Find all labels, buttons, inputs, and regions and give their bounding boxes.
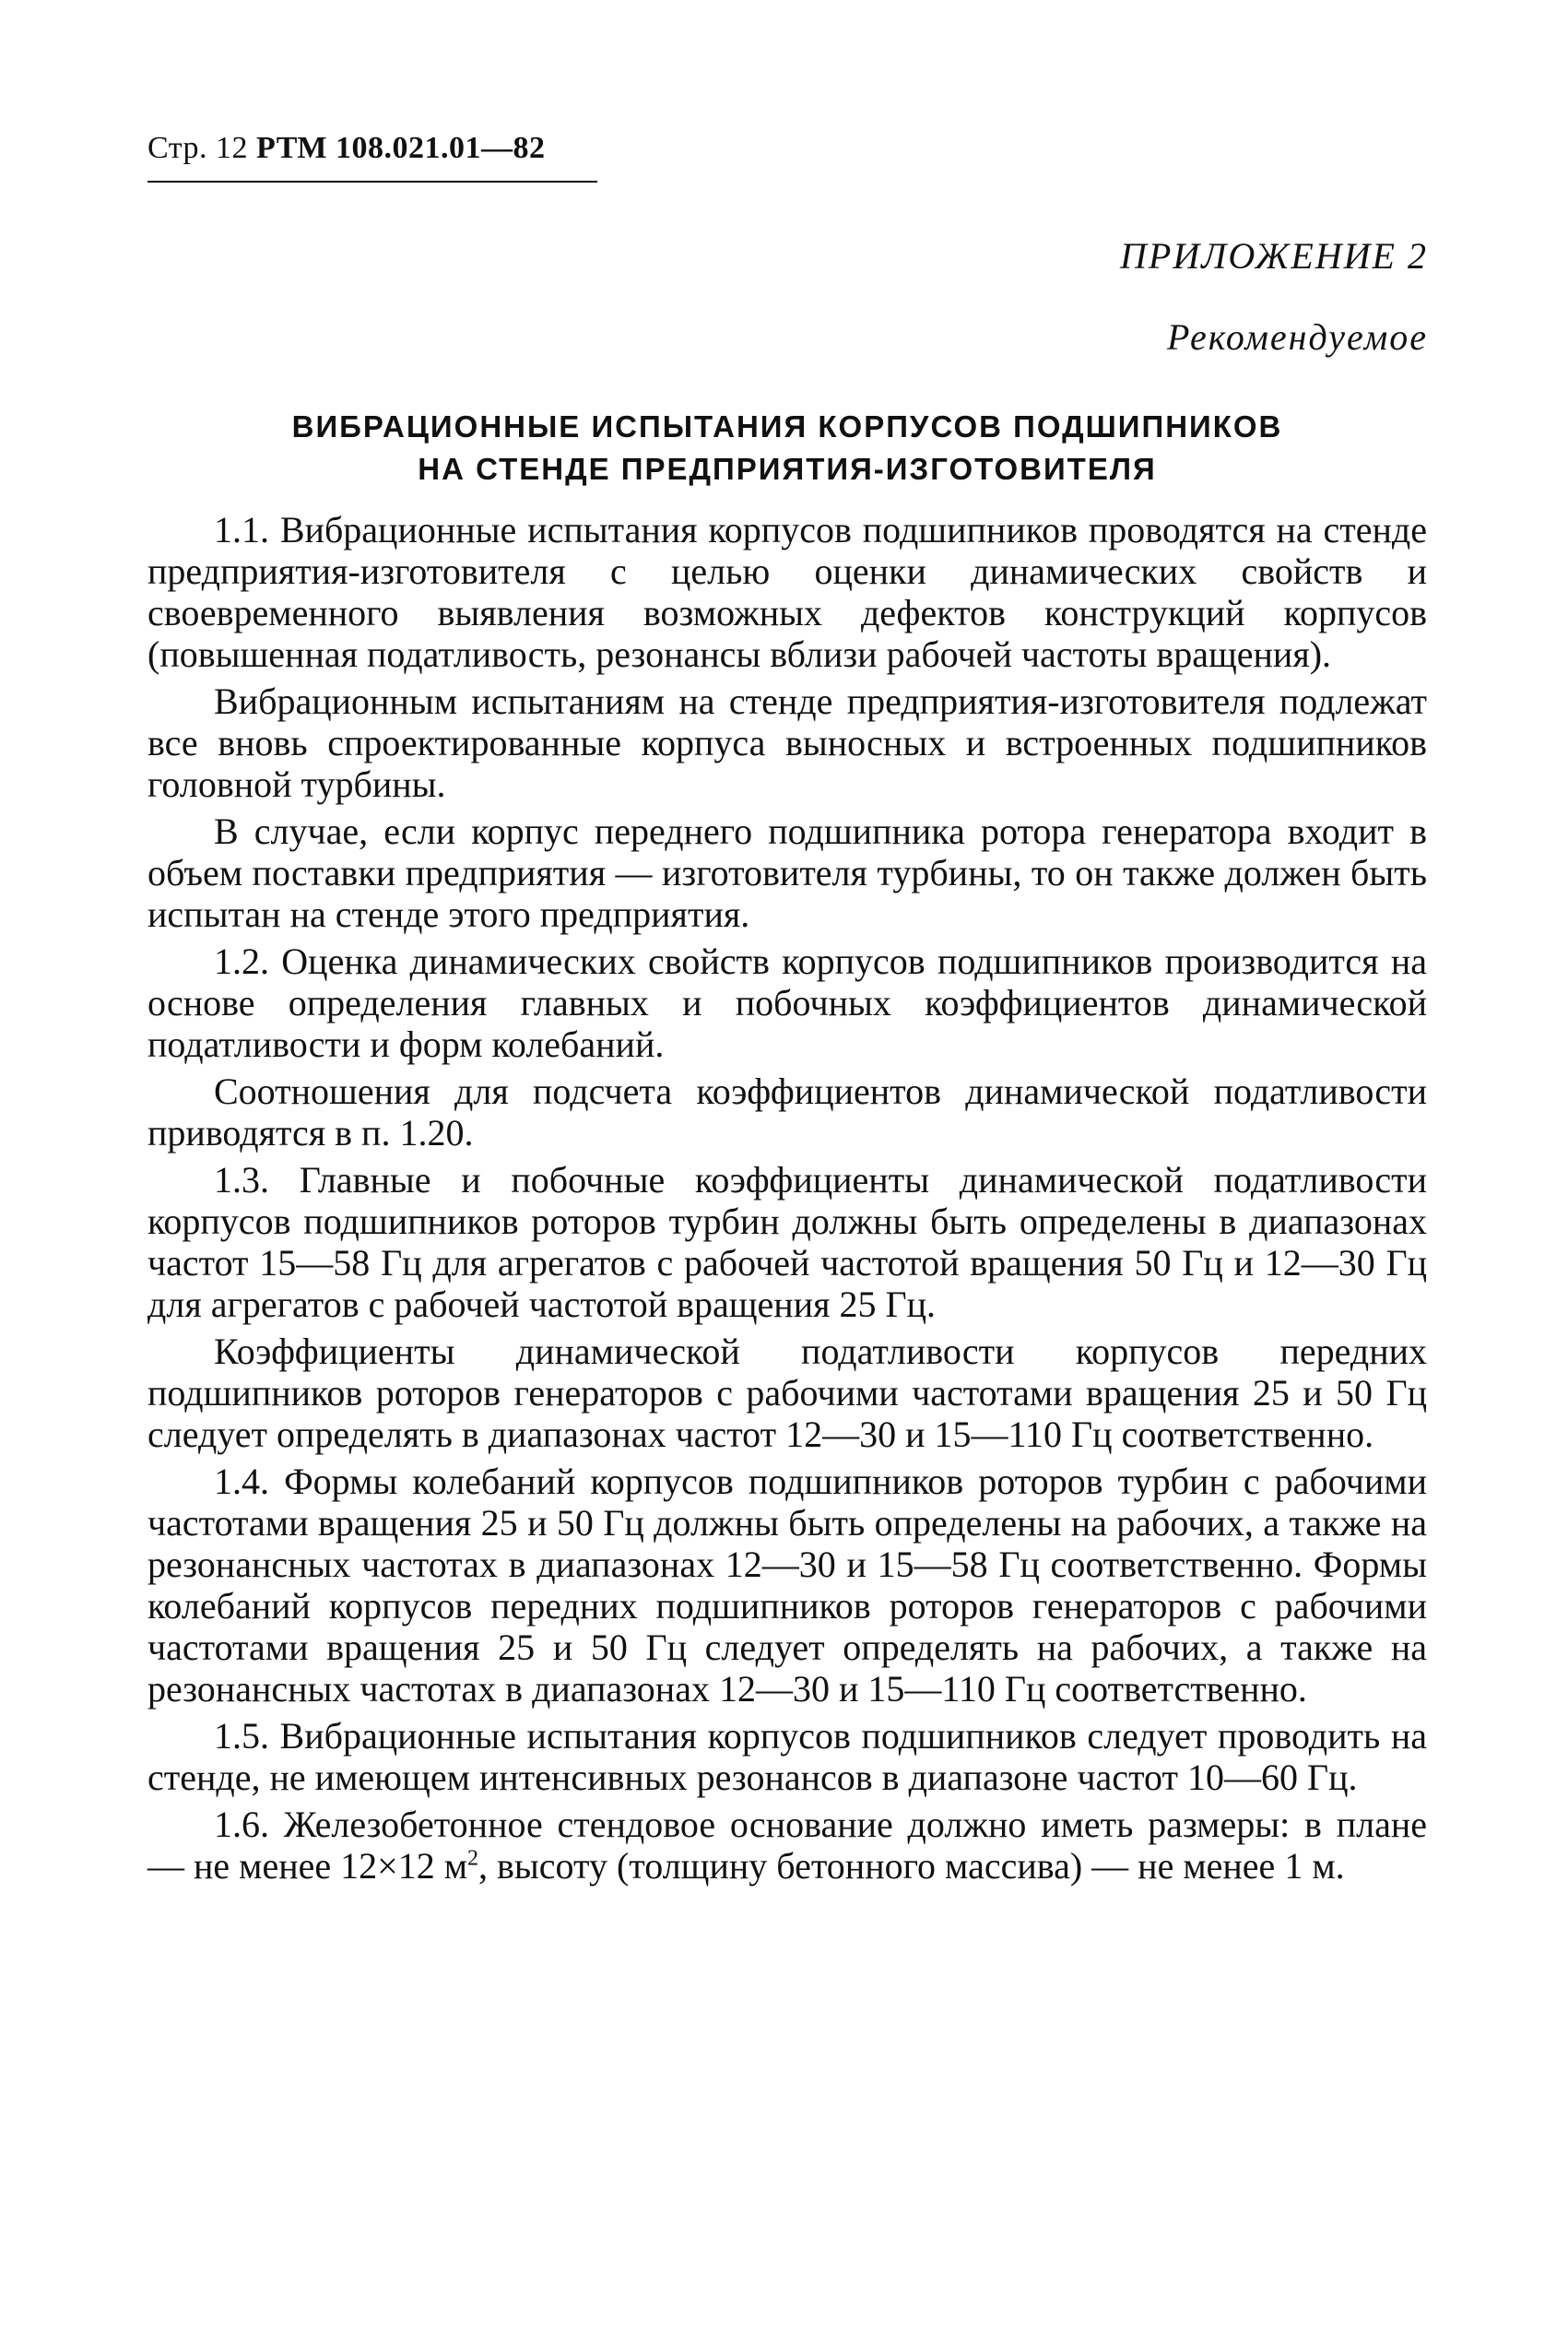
paragraph-1-6 [147,1804,1427,1887]
paragraph-1-1: 1.1. Вибрационные испытания корпусов подшипников проводятся на стенде предприятия-изготовителя с целью оценки динамических свойств и своевременного выявления возможных дефектов конструкций корпусов (повышенная податливость, резонансы вблизи рабочей частоты вращения). [147,509,1427,675]
section-title-line-1: ВИБРАЦИОННЫЕ ИСПЫТАНИЯ КОРПУСОВ ПОДШИПНИКОВ [291,409,1283,444]
section-title [147,406,1427,491]
paragraph-1-6-text-end: , высоту (толщину бетонного массива) — не менее 1 м. [478,1845,1345,1887]
paragraph-1-1-b: Вибрационным испытаниям на стенде предприятия-изготовителя подлежат все вновь спроектированные корпуса выносных и встроенных подшипников головной турбины. [147,680,1427,805]
header-rule [147,181,597,183]
paragraph-1-5: 1.5. Вибрационные испытания корпусов подшипников следует проводить на стенде, не имеющем интенсивных резонансов в диапазоне частот 10—60 Гц. [147,1715,1427,1798]
document-number: РТМ 108.021.01—82 [256,131,546,165]
appendix-label: ПРИЛОЖЕНИЕ 2 [1120,235,1428,277]
superscript-2: 2 [467,1846,479,1871]
page-number: Стр. 12 [147,131,249,165]
section-title-line-2: НА СТЕНДЕ ПРЕДПРИЯТИЯ-ИЗГОТОВИТЕЛЯ [418,452,1157,486]
paragraph-1-2: 1.2. Оценка динамических свойств корпусов подшипников производится на основе определения главных и побочных коэффициентов динамической податливости и форм колебаний. [147,941,1427,1065]
paragraph-1-6-text: 1.6. Железобетонное стендовое основание должно иметь размеры: в плане — не менее 12×12 м [147,1804,1427,1887]
page-header [147,131,546,166]
paragraph-1-2-b: Соотношения для подсчета коэффициентов динамической податливости приводятся в п. 1.20. [147,1071,1427,1154]
paragraph-1-1-c: В случае, если корпус переднего подшипника ротора генератора входит в объем поставки предприятия — изготовителя турбины, то он также должен быть испытан на стенде этого предприятия. [147,811,1427,935]
paragraph-1-4: 1.4. Формы колебаний корпусов подшипников роторов турбин с рабочими частотами вращения 25 и 50 Гц должны быть определены на рабочих, а также на резонансных частотах в диапазонах 12—30 и 15—58 Гц соответственно. Формы колебаний корпусов передних подшипников роторов генераторов с рабочими частотами вращения 25 и 50 Гц следует определять на рабочих, а также на резонансных частотах в диапазонах 12—30 и 15—110 Гц соответственно. [147,1461,1427,1710]
document-body [147,509,1427,1892]
paragraph-1-3: 1.3. Главные и побочные коэффициенты динамической податливости корпусов подшипников роторов турбин должны быть определены в диапазонах частот 15—58 Гц для агрегатов с рабочей частотой вращения 50 Гц и 12—30 Гц для агрегатов с рабочей частотой вращения 25 Гц. [147,1159,1427,1325]
appendix-status: Рекомендуемое [1166,316,1428,358]
paragraph-1-3-b: Коэффициенты динамической податливости корпусов передних подшипников роторов генераторов с рабочими частотами вращения 25 и 50 Гц следует определять в диапазонах частот 12—30 и 15—110 Гц соответственно. [147,1331,1427,1455]
